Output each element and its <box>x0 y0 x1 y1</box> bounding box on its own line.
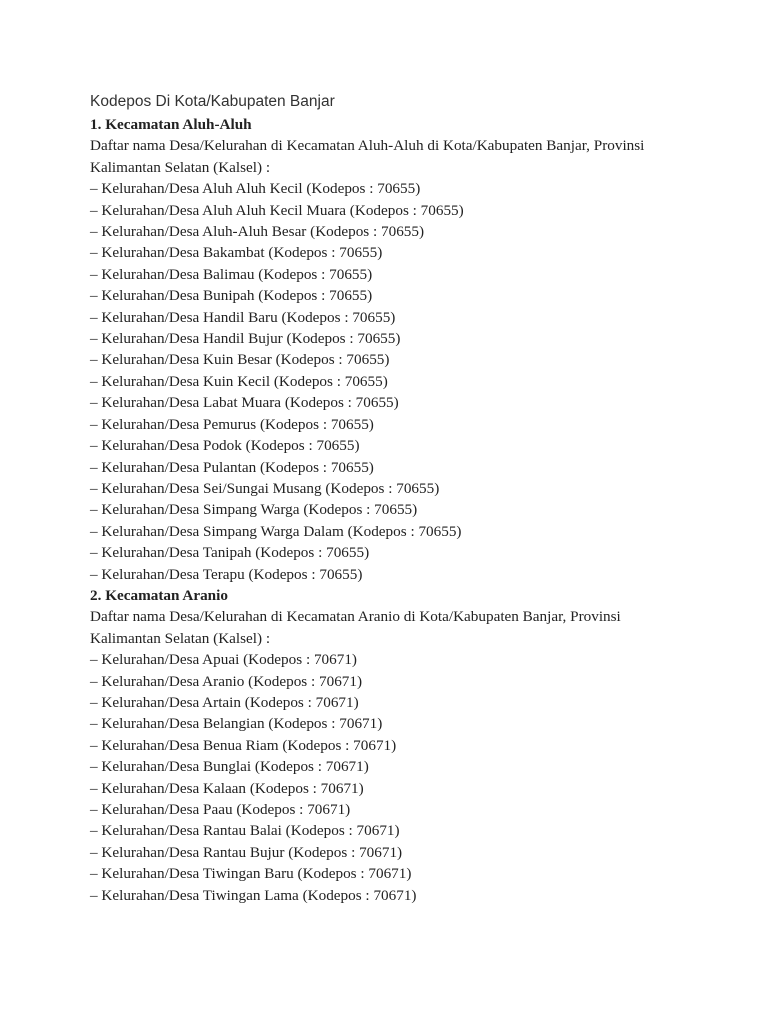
village-list-item: – Kelurahan/Desa Sei/Sungai Musang (Kodepos : 70655) <box>90 479 440 497</box>
village-list-item: – Kelurahan/Desa Tanipah (Kodepos : 70655) <box>90 544 370 562</box>
village-list-item: – Kelurahan/Desa Paau (Kodepos : 70671) <box>90 801 351 818</box>
village-list-item: – Kelurahan/Desa Labat Muara (Kodepos : 70655) <box>90 394 399 412</box>
district-heading: 2. Kecamatan Aranio <box>90 586 228 604</box>
village-list-item: – Kelurahan/Desa Tiwingan Lama (Kodepos : 70671) <box>90 886 417 904</box>
village-list-item: – Kelurahan/Desa Kalaan (Kodepos : 70671) <box>90 779 364 797</box>
village-list-item: – Kelurahan/Desa Podok (Kodepos : 70655) <box>90 437 360 455</box>
village-list-item: – Kelurahan/Desa Benua Riam (Kodepos : 70671) <box>90 736 397 754</box>
village-list-item: – Kelurahan/Desa Apuai (Kodepos : 70671) <box>90 651 357 669</box>
district-section <box>90 114 690 585</box>
village-list-item: – Kelurahan/Desa Rantau Balai (Kodepos : 70671) <box>90 822 400 840</box>
village-list-item: – Kelurahan/Desa Balimau (Kodepos : 70655) <box>90 265 373 283</box>
village-list-item: – Kelurahan/Desa Bakambat (Kodepos : 70655) <box>90 244 383 262</box>
village-list-item: – Kelurahan/Desa Rantau Bujur (Kodepos : 70671) <box>90 843 403 861</box>
district-intro: Daftar nama Desa/Kelurahan di Kecamatan Aranio di Kota/Kabupaten Banjar, Provinsi Kalimantan Selatan (Kalsel) : <box>90 608 621 647</box>
district-heading: 1. Kecamatan Aluh-Aluh <box>90 116 252 133</box>
village-list-item: – Kelurahan/Desa Handil Baru (Kodepos : 70655) <box>90 308 396 326</box>
village-list-item: – Kelurahan/Desa Kuin Besar (Kodepos : 70655) <box>90 351 390 369</box>
sections-container <box>90 114 690 906</box>
village-list-item: – Kelurahan/Desa Aranio (Kodepos : 70671) <box>90 672 363 690</box>
village-list-item: – Kelurahan/Desa Terapu (Kodepos : 70655) <box>90 565 363 583</box>
village-list-item: – Kelurahan/Desa Artain (Kodepos : 70671) <box>90 693 359 711</box>
document-title: Kodepos Di Kota/Kabupaten Banjar <box>90 93 335 110</box>
village-list-item: – Kelurahan/Desa Belangian (Kodepos : 70671) <box>90 715 383 733</box>
village-list-item: – Kelurahan/Desa Pemurus (Kodepos : 70655) <box>90 415 374 433</box>
district-intro: Daftar nama Desa/Kelurahan di Kecamatan Aluh-Aluh di Kota/Kabupaten Banjar, Provinsi Kalimantan Selatan (Kalsel) : <box>90 137 645 176</box>
village-list-item: – Kelurahan/Desa Bunglai (Kodepos : 70671) <box>90 758 369 776</box>
village-list-item: – Kelurahan/Desa Bunipah (Kodepos : 70655) <box>90 287 373 305</box>
district-section <box>90 585 690 906</box>
village-list-item: – Kelurahan/Desa Tiwingan Baru (Kodepos : 70671) <box>90 865 412 883</box>
village-list-item: – Kelurahan/Desa Aluh Aluh Kecil (Kodepos : 70655) <box>90 180 421 198</box>
village-list-item: – Kelurahan/Desa Kuin Kecil (Kodepos : 70655) <box>90 372 388 390</box>
village-list-item: – Kelurahan/Desa Aluh Aluh Kecil Muara (Kodepos : 70655) <box>90 201 464 219</box>
village-list-item: – Kelurahan/Desa Aluh-Aluh Besar (Kodepos : 70655) <box>90 223 425 241</box>
village-list-item: – Kelurahan/Desa Pulantan (Kodepos : 70655) <box>90 458 374 476</box>
village-list-item: – Kelurahan/Desa Handil Bujur (Kodepos : 70655) <box>90 330 401 348</box>
village-list-item: – Kelurahan/Desa Simpang Warga (Kodepos : 70655) <box>90 501 418 519</box>
village-list-item: – Kelurahan/Desa Simpang Warga Dalam (Kodepos : 70655) <box>90 522 462 540</box>
document-page <box>90 90 690 906</box>
